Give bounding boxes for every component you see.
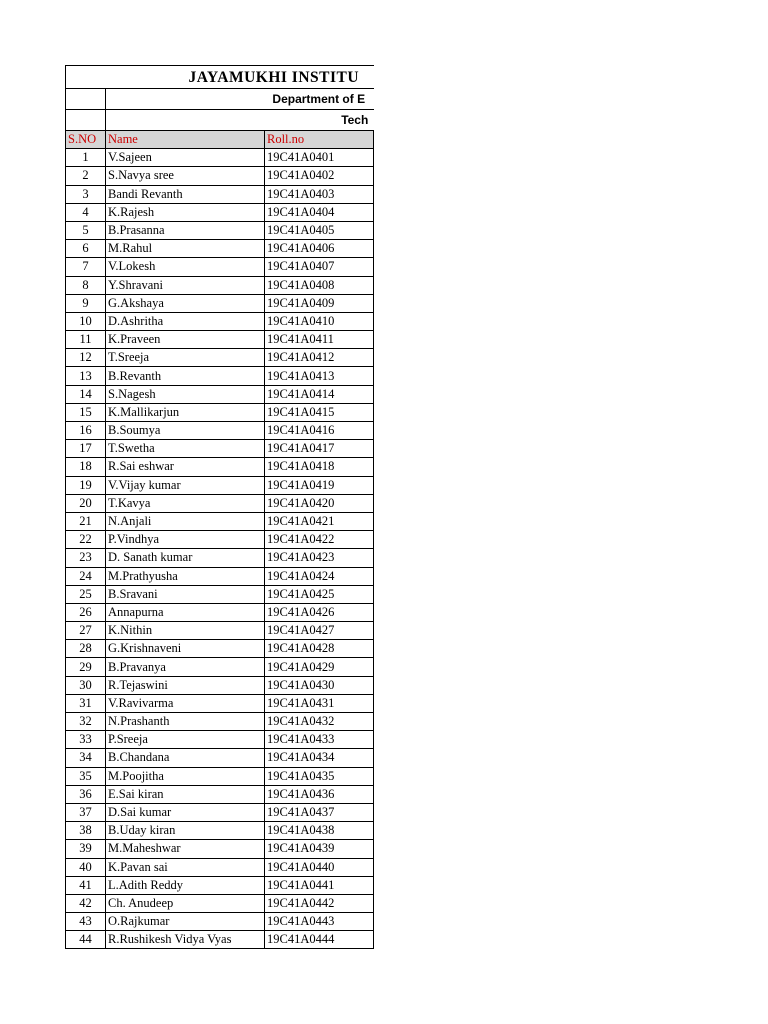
name-cell[interactable]: R.Rushikesh Vidya Vyas	[106, 931, 265, 949]
table-row	[66, 749, 374, 767]
name-cell[interactable]: S.Nagesh	[106, 385, 265, 403]
name-cell[interactable]: Annapurna	[106, 603, 265, 621]
sno-cell[interactable]: 35	[66, 767, 106, 785]
sno-cell[interactable]: 27	[66, 622, 106, 640]
department-row	[66, 89, 374, 110]
table-row	[66, 494, 374, 512]
roll-cell[interactable]: 19C41A0421	[265, 512, 374, 530]
name-cell[interactable]: K.Pavan sai	[106, 858, 265, 876]
name-cell[interactable]: B.Prasanna	[106, 221, 265, 239]
name-cell[interactable]: L.Adith Reddy	[106, 876, 265, 894]
table-row	[66, 658, 374, 676]
table-row	[66, 585, 374, 603]
sno-cell[interactable]: 41	[66, 876, 106, 894]
sno-header[interactable]: S.NO	[66, 131, 106, 149]
table-row	[66, 676, 374, 694]
sno-cell[interactable]: 8	[66, 276, 106, 294]
name-cell[interactable]: B.Uday kiran	[106, 822, 265, 840]
roll-cell[interactable]: 19C41A0407	[265, 258, 374, 276]
sno-cell[interactable]: 4	[66, 203, 106, 221]
name-cell[interactable]: V.Sajeen	[106, 149, 265, 167]
roll-cell[interactable]: 19C41A0425	[265, 585, 374, 603]
roll-cell[interactable]: 19C41A0437	[265, 803, 374, 821]
name-cell[interactable]: B.Chandana	[106, 749, 265, 767]
roll-cell[interactable]: 19C41A0403	[265, 185, 374, 203]
roll-cell[interactable]: 19C41A0409	[265, 294, 374, 312]
roll-cell[interactable]: 19C41A0439	[265, 840, 374, 858]
name-cell[interactable]: Ch. Anudeep	[106, 894, 265, 912]
name-cell[interactable]: K.Rajesh	[106, 203, 265, 221]
sno-cell[interactable]: 30	[66, 676, 106, 694]
sno-cell[interactable]: 23	[66, 549, 106, 567]
roll-cell[interactable]: 19C41A0423	[265, 549, 374, 567]
roll-cell[interactable]: 19C41A0410	[265, 312, 374, 330]
sno-cell[interactable]: 22	[66, 531, 106, 549]
roll-cell[interactable]: 19C41A0424	[265, 567, 374, 585]
name-cell[interactable]: P.Sreeja	[106, 731, 265, 749]
table-row	[66, 203, 374, 221]
name-cell[interactable]: K.Mallikarjun	[106, 403, 265, 421]
table-row	[66, 876, 374, 894]
name-cell[interactable]: T.Kavya	[106, 494, 265, 512]
sno-cell[interactable]: 11	[66, 331, 106, 349]
sno-cell[interactable]: 18	[66, 458, 106, 476]
roll-cell[interactable]: 19C41A0406	[265, 240, 374, 258]
name-cell[interactable]: D.Sai kumar	[106, 803, 265, 821]
roll-cell[interactable]: 19C41A0401	[265, 149, 374, 167]
table-row	[66, 694, 374, 712]
table-row	[66, 221, 374, 239]
roll-cell[interactable]: 19C41A0411	[265, 331, 374, 349]
table-row	[66, 312, 374, 330]
name-cell[interactable]: M.Prathyusha	[106, 567, 265, 585]
sno-cell[interactable]: 10	[66, 312, 106, 330]
table-row	[66, 367, 374, 385]
roll-cell[interactable]: 19C41A0431	[265, 694, 374, 712]
table-row	[66, 276, 374, 294]
student-roll-table	[65, 65, 374, 949]
roll-cell[interactable]: 19C41A0405	[265, 221, 374, 239]
name-cell[interactable]: P.Vindhya	[106, 531, 265, 549]
table-row	[66, 185, 374, 203]
sno-cell[interactable]: 9	[66, 294, 106, 312]
roll-cell[interactable]: 19C41A0435	[265, 767, 374, 785]
sno-cell[interactable]: 34	[66, 749, 106, 767]
roll-cell[interactable]: 19C41A0430	[265, 676, 374, 694]
sno-cell[interactable]: 17	[66, 440, 106, 458]
roll-cell[interactable]: 19C41A0419	[265, 476, 374, 494]
name-cell[interactable]: V.Lokesh	[106, 258, 265, 276]
empty-cell[interactable]	[66, 89, 106, 110]
roll-cell[interactable]: 19C41A0426	[265, 603, 374, 621]
roll-cell[interactable]: 19C41A0432	[265, 713, 374, 731]
table-row	[66, 349, 374, 367]
table-row	[66, 803, 374, 821]
roll-cell[interactable]: 19C41A0438	[265, 822, 374, 840]
table-row	[66, 549, 374, 567]
sno-cell[interactable]: 39	[66, 840, 106, 858]
name-header[interactable]: Name	[106, 131, 265, 149]
table-row	[66, 713, 374, 731]
sno-cell[interactable]: 19	[66, 476, 106, 494]
name-cell[interactable]: V.Vijay kumar	[106, 476, 265, 494]
roll-cell[interactable]: 19C41A0402	[265, 167, 374, 185]
table-row	[66, 403, 374, 421]
name-cell[interactable]: K.Nithin	[106, 622, 265, 640]
sno-cell[interactable]: 20	[66, 494, 106, 512]
sno-cell[interactable]: 40	[66, 858, 106, 876]
table-row	[66, 458, 374, 476]
sno-cell[interactable]: 14	[66, 385, 106, 403]
sno-cell[interactable]: 21	[66, 512, 106, 530]
roll-cell[interactable]: 19C41A0440	[265, 858, 374, 876]
sno-cell[interactable]: 6	[66, 240, 106, 258]
sno-cell[interactable]: 1	[66, 149, 106, 167]
sno-cell[interactable]: 7	[66, 258, 106, 276]
roll-cell[interactable]: 19C41A0441	[265, 876, 374, 894]
roll-cell[interactable]: 19C41A0436	[265, 785, 374, 803]
name-cell[interactable]: M.Maheshwar	[106, 840, 265, 858]
roll-cell[interactable]: 19C41A0434	[265, 749, 374, 767]
name-cell[interactable]: R.Sai eshwar	[106, 458, 265, 476]
roll-cell[interactable]: 19C41A0417	[265, 440, 374, 458]
roll-cell[interactable]: 19C41A0442	[265, 894, 374, 912]
sno-cell[interactable]: 37	[66, 803, 106, 821]
sno-cell[interactable]: 44	[66, 931, 106, 949]
sno-cell[interactable]: 25	[66, 585, 106, 603]
table-row	[66, 149, 374, 167]
roll-cell[interactable]: 19C41A0414	[265, 385, 374, 403]
table-row	[66, 785, 374, 803]
roll-cell[interactable]: 19C41A0420	[265, 494, 374, 512]
sno-cell[interactable]: 2	[66, 167, 106, 185]
table-row	[66, 858, 374, 876]
table-row	[66, 294, 374, 312]
table-row	[66, 440, 374, 458]
sno-cell[interactable]: 33	[66, 731, 106, 749]
roll-cell[interactable]: 19C41A0422	[265, 531, 374, 549]
tech-row	[66, 110, 374, 131]
name-cell[interactable]: Bandi Revanth	[106, 185, 265, 203]
name-cell[interactable]: B.Sravani	[106, 585, 265, 603]
header-row	[66, 131, 374, 149]
name-cell[interactable]: T.Swetha	[106, 440, 265, 458]
table-row	[66, 731, 374, 749]
roll-cell[interactable]: 19C41A0427	[265, 622, 374, 640]
empty-cell[interactable]	[66, 110, 106, 131]
table-row	[66, 258, 374, 276]
roll-cell[interactable]: 19C41A0429	[265, 658, 374, 676]
name-cell[interactable]: B.Revanth	[106, 367, 265, 385]
roll-cell[interactable]: 19C41A0433	[265, 731, 374, 749]
sno-cell[interactable]: 42	[66, 894, 106, 912]
name-cell[interactable]: Y.Shravani	[106, 276, 265, 294]
table-row	[66, 512, 374, 530]
roll-cell[interactable]: 19C41A0428	[265, 640, 374, 658]
name-cell[interactable]: R.Tejaswini	[106, 676, 265, 694]
table-row	[66, 385, 374, 403]
table-row	[66, 840, 374, 858]
table-row	[66, 640, 374, 658]
name-cell[interactable]: K.Praveen	[106, 331, 265, 349]
sno-cell[interactable]: 43	[66, 913, 106, 931]
table-row	[66, 167, 374, 185]
roll-cell[interactable]: 19C41A0412	[265, 349, 374, 367]
sno-cell[interactable]: 24	[66, 567, 106, 585]
table-row	[66, 822, 374, 840]
sno-cell[interactable]: 32	[66, 713, 106, 731]
name-cell[interactable]: D. Sanath kumar	[106, 549, 265, 567]
name-cell[interactable]: G.Akshaya	[106, 294, 265, 312]
roll-cell[interactable]: 19C41A0418	[265, 458, 374, 476]
table-row	[66, 622, 374, 640]
name-cell[interactable]: N.Prashanth	[106, 713, 265, 731]
name-cell[interactable]: T.Sreeja	[106, 349, 265, 367]
name-cell[interactable]: B.Soumya	[106, 422, 265, 440]
sno-cell[interactable]: 38	[66, 822, 106, 840]
name-cell[interactable]: O.Rajkumar	[106, 913, 265, 931]
name-cell[interactable]: E.Sai kiran	[106, 785, 265, 803]
roll-cell[interactable]: 19C41A0416	[265, 422, 374, 440]
sno-cell[interactable]: 28	[66, 640, 106, 658]
department-title[interactable]: Department of E	[106, 89, 374, 110]
table-row	[66, 567, 374, 585]
name-cell[interactable]: S.Navya sree	[106, 167, 265, 185]
name-cell[interactable]: M.Rahul	[106, 240, 265, 258]
name-cell[interactable]: D.Ashritha	[106, 312, 265, 330]
sno-cell[interactable]: 12	[66, 349, 106, 367]
table-row	[66, 894, 374, 912]
name-cell[interactable]: M.Poojitha	[106, 767, 265, 785]
roll-cell[interactable]: 19C41A0415	[265, 403, 374, 421]
sno-cell[interactable]: 5	[66, 221, 106, 239]
sno-cell[interactable]: 31	[66, 694, 106, 712]
institute-title[interactable]: JAYAMUKHI INSTITU	[66, 66, 374, 89]
roll-cell[interactable]: 19C41A0413	[265, 367, 374, 385]
sno-cell[interactable]: 3	[66, 185, 106, 203]
table-row	[66, 531, 374, 549]
name-cell[interactable]: B.Pravanya	[106, 658, 265, 676]
table-row	[66, 476, 374, 494]
table-row	[66, 767, 374, 785]
table-row	[66, 931, 374, 949]
sno-cell[interactable]: 13	[66, 367, 106, 385]
sno-cell[interactable]: 15	[66, 403, 106, 421]
sno-cell[interactable]: 16	[66, 422, 106, 440]
sno-cell[interactable]: 29	[66, 658, 106, 676]
sno-cell[interactable]: 36	[66, 785, 106, 803]
roll-cell[interactable]: 19C41A0444	[265, 931, 374, 949]
table-row	[66, 913, 374, 931]
table-row	[66, 603, 374, 621]
name-cell[interactable]: V.Ravivarma	[106, 694, 265, 712]
tech-title[interactable]: Tech	[106, 110, 374, 131]
roll-cell[interactable]: 19C41A0404	[265, 203, 374, 221]
title-row	[66, 66, 374, 89]
sno-cell[interactable]: 26	[66, 603, 106, 621]
name-cell[interactable]: G.Krishnaveni	[106, 640, 265, 658]
table-row	[66, 331, 374, 349]
name-cell[interactable]: N.Anjali	[106, 512, 265, 530]
table-body	[66, 66, 374, 949]
roll-cell[interactable]: 19C41A0408	[265, 276, 374, 294]
table-row	[66, 422, 374, 440]
roll-header[interactable]: Roll.no	[265, 131, 374, 149]
table-row	[66, 240, 374, 258]
roll-cell[interactable]: 19C41A0443	[265, 913, 374, 931]
